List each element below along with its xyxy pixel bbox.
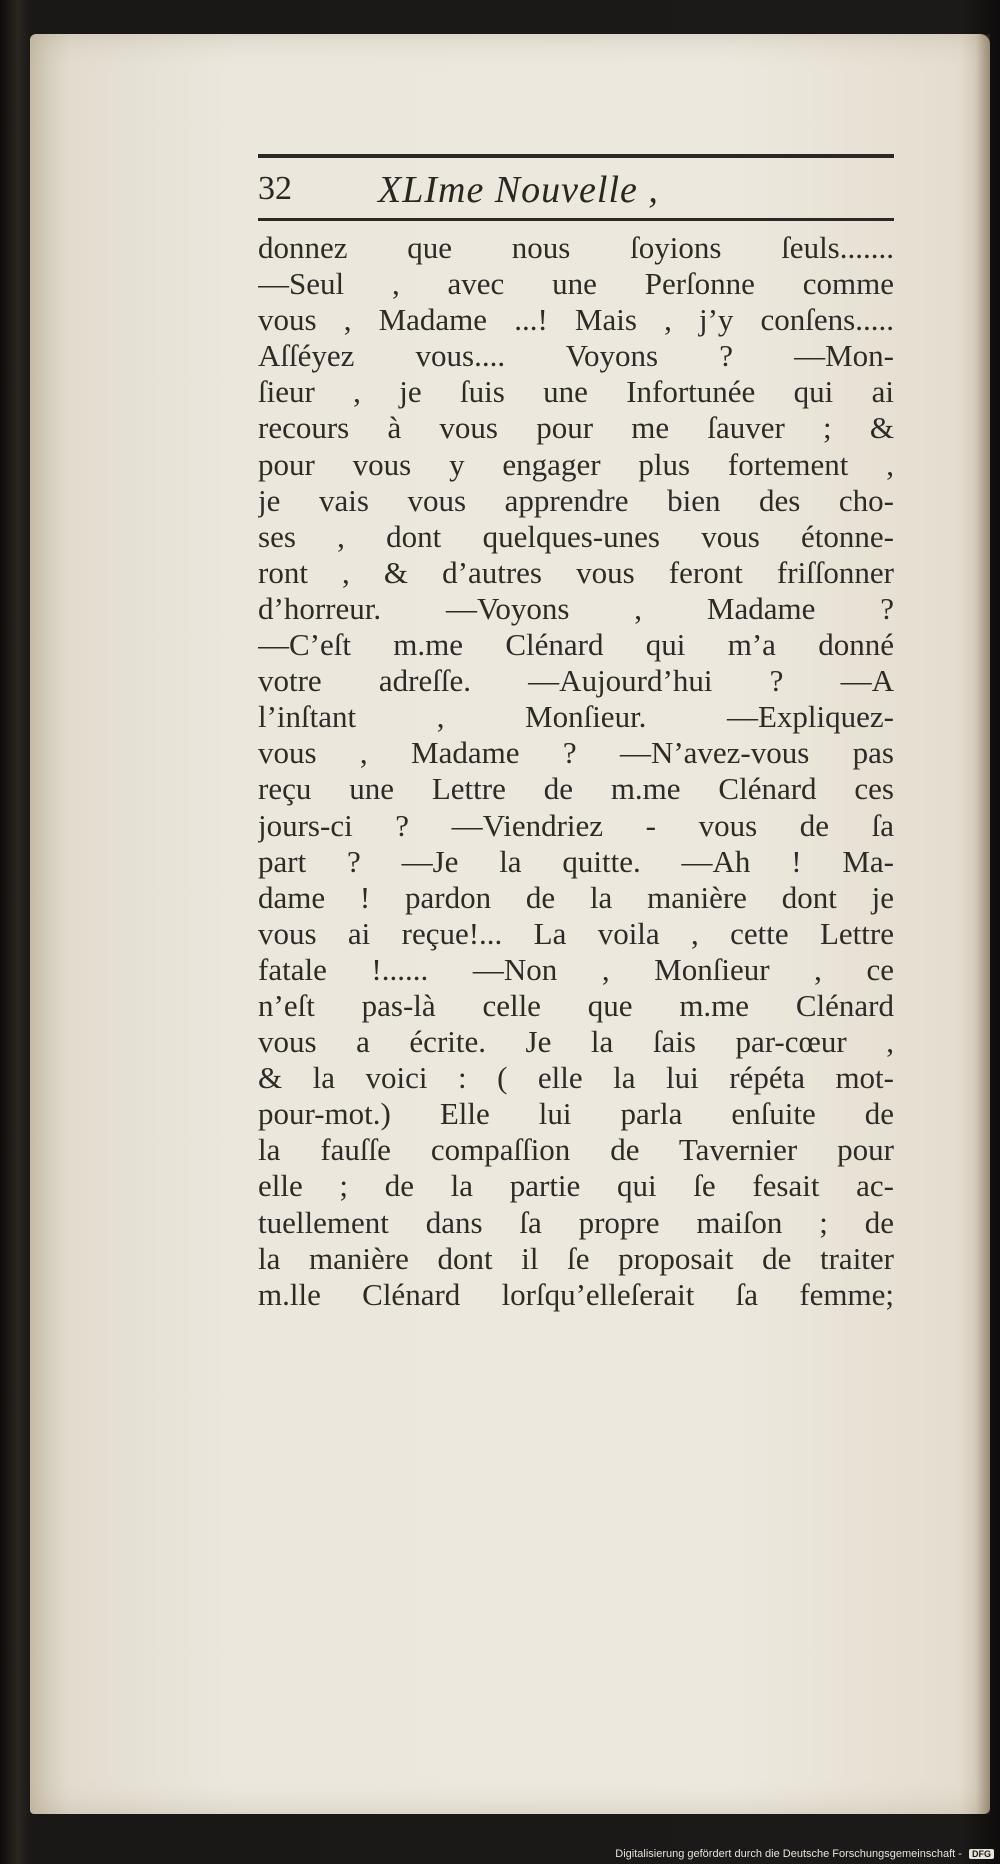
text-line: vous ai reçue!... La voila , cette Lettre: [258, 915, 894, 951]
text-line: elle ; de la partie qui ſe fesait ac-: [258, 1168, 894, 1204]
page-number: 32: [258, 170, 292, 207]
text-line: votre adreſſe. —Aujourd’hui ? —A: [258, 663, 894, 699]
text-line: ses , dont quelques-unes vous étonne-: [258, 518, 894, 554]
text-line: m.lle Clénard lorſqu’elleſerait ſa femme;: [258, 1276, 894, 1312]
text-line: —C’eſt m.me Clénard qui m’a donné: [258, 627, 894, 663]
page-header: [258, 168, 894, 214]
text-line: ront , & d’autres vous feront friſſonner: [258, 554, 894, 590]
credit-text: Digitalisierung gefördert durch die Deutsche Forschungsgemeinschaft -: [615, 1848, 962, 1860]
text-line: tuellement dans ſa propre maiſon ; de: [258, 1204, 894, 1240]
text-line: l’inſtant , Monſieur. —Expliquez-: [258, 699, 894, 735]
text-line: la manière dont il ſe proposait de traiter: [258, 1240, 894, 1276]
text-line: part ? —Je la quitte. —Ah ! Ma-: [258, 843, 894, 879]
text-line: reçu une Lettre de m.me Clénard ces: [258, 771, 894, 807]
text-line: fatale !...... —Non , Monſieur , ce: [258, 951, 894, 987]
running-head: XLIme Nouvelle ,: [378, 169, 659, 211]
text-line: je vais vous apprendre bien des cho-: [258, 482, 894, 518]
text-line: d’horreur. —Voyons , Madame ?: [258, 590, 894, 626]
text-line: vous a écrite. Je la ſais par-cœur ,: [258, 1024, 894, 1060]
text-line: vous , Madame ? —N’avez-vous pas: [258, 735, 894, 771]
body-text: [258, 230, 894, 1313]
text-line: pour-mot.) Elle lui parla enſuite de: [258, 1096, 894, 1132]
text-line: n’eſt pas-là celle que m.me Clénard: [258, 987, 894, 1023]
text-line: recours à vous pour me ſauver ; &: [258, 410, 894, 446]
text-line: dame ! pardon de la manière dont je: [258, 879, 894, 915]
text-line: jours-ci ? —Viendriez - vous de ſa: [258, 807, 894, 843]
digitization-credit: [615, 1848, 994, 1860]
header-rule-top: [258, 154, 894, 158]
text-line: la fauſſe compaſſion de Tavernier pour: [258, 1132, 894, 1168]
dfg-logo: DFG: [969, 1849, 994, 1859]
text-line: pour vous y engager plus fortement ,: [258, 446, 894, 482]
text-line: ſieur , je ſuis une Infortunée qui ai: [258, 374, 894, 410]
text-line: —Seul , avec une Perſonne comme: [258, 266, 894, 302]
header-rule-bottom: [258, 218, 894, 221]
text-line: donnez que nous ſoyions ſeuls.......: [258, 230, 894, 265]
text-line: Aſſéyez vous.... Voyons ? —Mon-: [258, 338, 894, 374]
page-edge-shadow: [976, 34, 990, 1814]
text-line: & la voici : ( elle la lui répéta mot-: [258, 1060, 894, 1096]
text-line: vous , Madame ...! Mais , j’y conſens.....: [258, 302, 894, 338]
